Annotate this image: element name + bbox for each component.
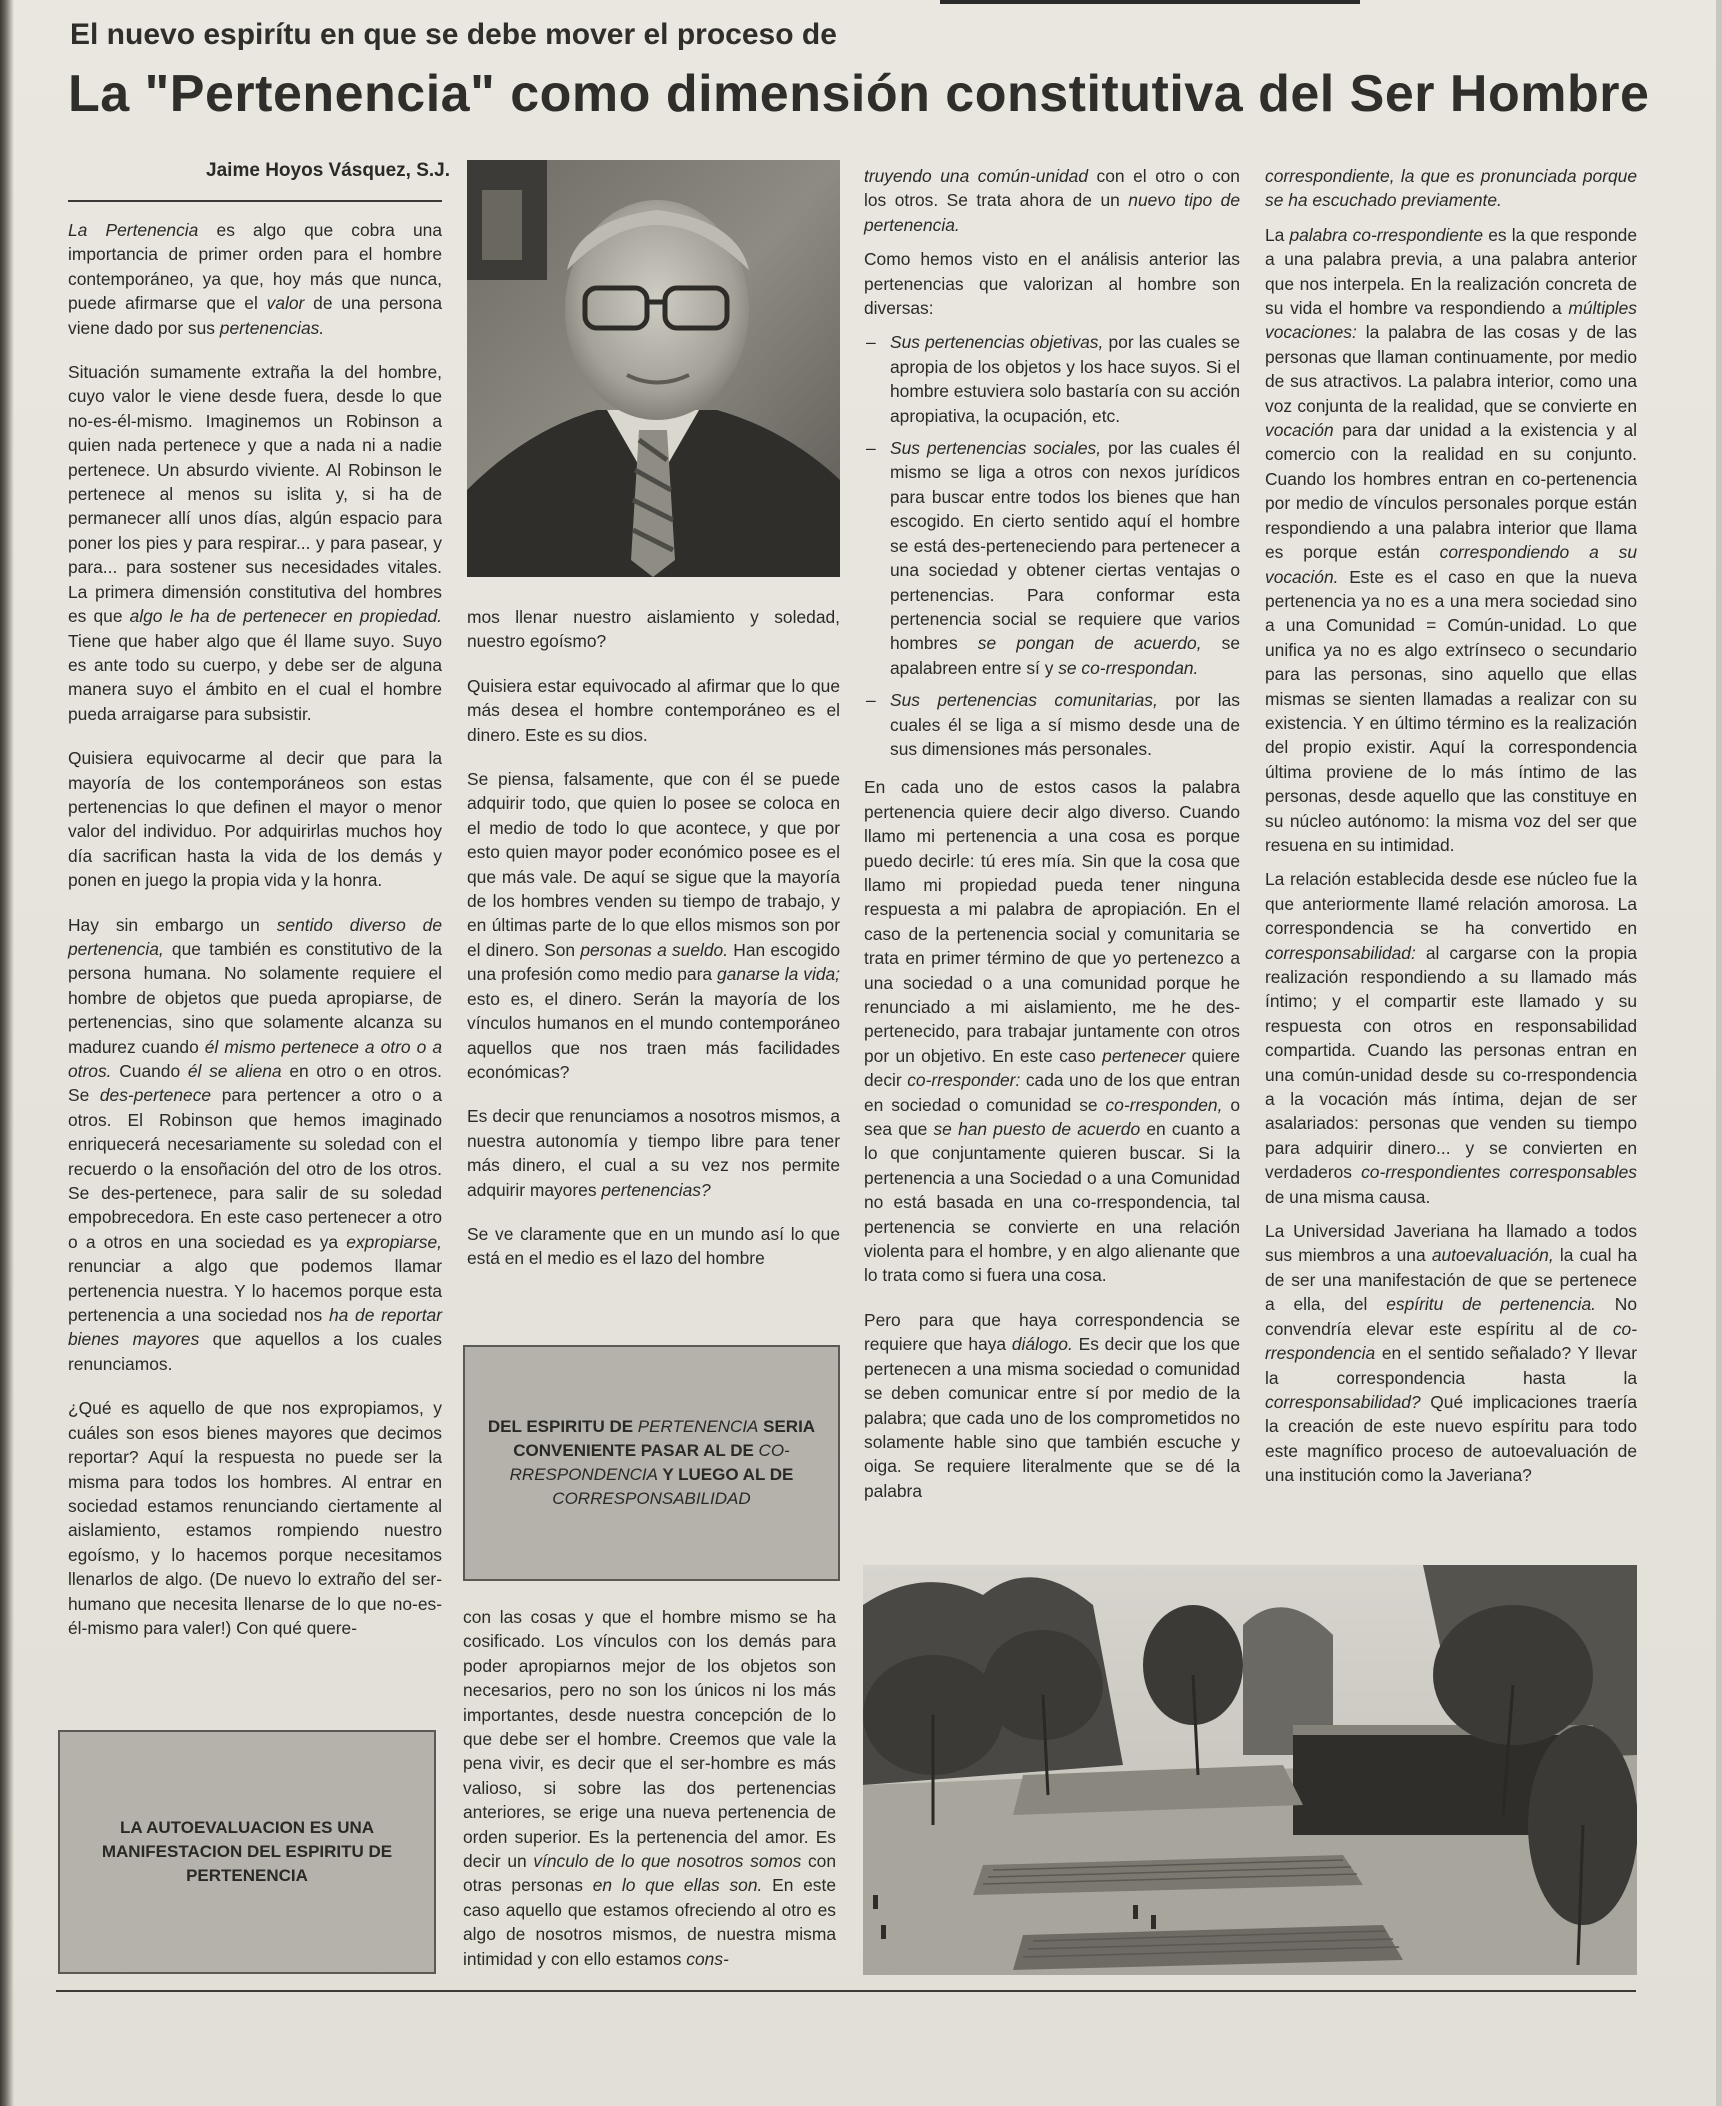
pull-quote-pertenencia: DEL ESPIRITU DE PERTENENCIA SERIA CONVENIENTE PASAR AL DE CO-RRESPONDENCIA Y LUEGO AL DE CORRESPONSABILIDAD (463, 1345, 840, 1581)
pertenencias-list (864, 330, 1240, 761)
col4-paragraph-1: correspondiente, la que es pronunciada porque se ha escuchado previamente. (1265, 166, 1637, 211)
list-item: – Sus pertenencias sociales, por las cuales él mismo se liga a otros con nexos jurídicos para buscar entre todos los bienes que han escogido. En cierto sentido aquí el hombre se está des-perteneciendo para pertenecer a una sociedad y obtener ciertas ventajas o pertenencias. Para conformar esta pertenencia social se requiere que varios hombres se pongan de acuerdo, se apalabreen entre sí y se co-rrespondan. (864, 436, 1240, 680)
column-4 (1265, 164, 1637, 1508)
col1-paragraph-1: La Pertenencia es algo que cobra una importancia de primer orden para el hombre contemporáneo, ya que, hoy más que nunca, puede afirmarse que el valor de una persona viene dado por sus pertenencias. (68, 220, 442, 338)
col3-paragraph-3: En cada uno de estos casos la palabra pertenencia quiere decir algo diverso. Cuando llamo mi pertenencia a una cosa es porque puedo decirle: tú eres mía. Sin que la cosa que llamo mi propiedad pueda tener ninguna respuesta a mi palabra de apropiación. En el caso de la pertenencia social y comunitaria se trata en primer término de que yo pertenezco a una sociedad o a una comunidad porque he renunciado a mi aislamiento, me he des-pertenecido, para trabajar juntamente con otros por un objetivo. En este caso pertenecer quiere decir co-rresponder: cada uno de los que entran en sociedad o comunidad se co-rresponden, o sea que se han puesto de acuerdo en cuanto a lo que conjuntamente quieren buscar. Si la pertenencia a una Sociedad o a una Comunidad no está basada en una co-rrespondencia, tal pertenencia se convierte en una relación violenta para el hombre, y en algo alienante que lo trata como si fuera una cosa. (864, 777, 1241, 1286)
col2-paragraph-3: Se piensa, falsamente, que con él se puede adquirir todo, que quien lo posee se coloca en el medio de todo lo que acontece, y que por esto quien mayor poder económico posee es el que más vale. De aquí se sigue que la mayoría de los hombres venden su tiempo de trabajo, y en últimas parte de lo que ellos mismos son por el dinero. Son personas a sueldo. Han escogido una profesión como medio para ganarse la vida; esto es, el dinero. Serán la mayoría de los vínculos humanos en el mundo contemporáneo aquellos que nos traen más facilidades económicas? (467, 769, 840, 1082)
bottom-rule (56, 1990, 1636, 1992)
page-right-edge (1716, 0, 1722, 2106)
col1-paragraph-4: Hay sin embargo un sentido diverso de pertenencia, que también es constitutivo de la persona humana. No solamente requiere el hombre de objetos que pueda apropiarse, de pertenencias, sino que solamente alcanza su madurez cuando él mismo pertenece a otro o a otros. Cuando él se aliena en otro o en otros. Se des-pertenece para pertencer a otro o a otros. El Robinson que hemos imaginado enriquecerá necesariamente su soledad con el recuerdo o la ensoñación del otro de los otros. Se des-pertenece, para salir de su soledad empobrecedora. En este caso pertenecer a otro o a otros en una sociedad es ya expropiarse, renunciar a algo que podemos llamar pertenencia nuestra. Y lo hacemos porque esta pertenencia a una sociedad nos ha de reportar bienes mayores que aquellos a los cuales renunciamos. (68, 914, 442, 1374)
col4-paragraph-3: La relación establecida desde ese núcleo fue la que anteriormente llamé relación amorosa. La correspondencia se ha convertido en corresponsabilidad: al cargarse con la propia realización respondiendo a su llamado más íntimo; y el compartir este llamado y su respuesta con otros en responsabilidad compartida. Cuando las personas entran en una común-unidad desde su co-rrespondencia a la vocación más íntima, dejan de ser asalariados: personas que venden su tiempo para adquirir dinero... y se convierten en verdaderos co-rrespondientes corresponsables de una misma causa. (1265, 869, 1637, 1207)
col2-paragraph-4: Es decir que renunciamos a nosotros mismos, a nuestra autonomía y tiempo libre para tener más dinero, el cual a su vez nos permite adquirir mayores pertenencias? (467, 1106, 840, 1200)
col1-paragraph-3: Quisiera equivocarme al decir que para la mayoría de los contemporáneos son estas pertenencias lo que definen el mayor o menor valor del individuo. Por adquirirlas muchos hoy día sacrifican hasta la vida de los demás y ponen en juego la propia vida y la honra. (68, 748, 442, 891)
column-2 (467, 605, 840, 1291)
col4-paragraph-4: La Universidad Javeriana ha llamado a todos sus miembros a una autoevaluación, la cual ha de ser una manifestación de que se pertenece a ella, del espíritu de pertenencia. No convendría elevar este espíritu al de co-rrespondencia en el sentido señalado? Y llevar la correspondencia hasta la corresponsabilidad? Qué implicaciones traería la creación de este nuevo espíritu para todo este magnífico proceso de autoevaluación de una institución como la Javeriana? (1265, 1221, 1637, 1486)
col3-paragraph-4: Pero para que haya correspondencia se requiere que haya diálogo. Es decir que los que pertenecen a una misma sociedad o comunidad se deben comunicar entre sí por medio de la palabra; que cada uno de los comprometidos no solamente hable sino que también escuche y oiga. Se requiere literalmente que se dé la palabra (864, 1309, 1240, 1501)
top-edge (0, 0, 1722, 6)
portrait-photo (467, 160, 840, 577)
column-3 (864, 164, 1240, 1523)
column-2-continued (463, 1605, 836, 1991)
byline-rule (68, 200, 442, 202)
col2-paragraph-6: con las cosas y que el hombre mismo se ha cosificado. Los vínculos con los demás para poder apropiarnos mejor de los objetos son necesarios, pero no son los únicos ni los más importantes, desde nuestra concepción de lo que debe ser el hombre. Creemos que vale la pena vivir, es decir que el ser-hombre es más valioso, si sobre las dos pertenencias anteriores, se erige una nueva pertenencia de orden superior. Es la pertenencia del amor. Es decir un vínculo de lo que nosotros somos con otras personas en lo que ellas son. En este caso aquello que estamos ofreciendo al otro es algo de nosotros mismos, de nuestra misma intimidad y con ello estamos cons- (463, 1607, 837, 1969)
col1-paragraph-5: ¿Qué es aquello de que nos expropiamos, y cuáles son esos bienes mayores que decimos reportar? Aquí la respuesta no puede ser la misma para todos los hombres. Al entrar en sociedad estamos renunciando ciertamente al aislamiento, estamos rompiendo nuestro egoísmo, y lo hacemos porque necesitamos llenarlos de algo. (De nuevo lo extraño del ser-humano que necesita llenarse de lo que no-es-él-mismo para valer!) Con qué quere- (68, 1398, 442, 1638)
col2-paragraph-5: Se ve claramente que en un mundo así lo que está en el medio es el lazo del hombre (467, 1223, 840, 1269)
col4-paragraph-2: La palabra co-rrespondiente es la que responde a una palabra previa, a una palabra anterior que nos interpela. En la realización concreta de su vida el hombre va respondiendo a múltiples vocaciones: la palabra de las cosas y de las personas que llaman continuamente, por medio de sus atractivos. La palabra interior, como una voz conjunta de la realidad, que se convierte en vocación para dar unidad a la existencia y al comercio con la realidad en su conjunto. Cuando los hombres entran en co-pertenencia por medio de vínculos personales porque están respondiendo a una palabra interior que llama es porque están correspondiendo a su vocación. Este es el caso en que la nueva pertenencia ya no es a una mera sociedad sino a una Comunidad = Común-unidad. Lo que unifica ya no es algo extrínseco o secundario para las personas, sino aquello que ellas mismas se sienten llamadas a realizar con su existencia. Y en último término es la realización del propio existir. Aquí la correspondencia última proviene de lo más íntimo de las personas, desde aquello que las constituye en su núcleo autónomo: la misma voz del ser que resuena en su intimidad. (1265, 224, 1637, 855)
col3-paragraph-1: truyendo una común-unidad con el otro o con los otros. Se trata ahora de un nuevo tipo de pertenencia. (864, 166, 1240, 235)
headline: La "Pertenencia" como dimensión constitutiva del Ser Hombre (68, 65, 1650, 123)
list-item: – Sus pertenencias comunitarias, por las cuales él se liga a sí mismo desde una de sus dimensiones más personales. (864, 688, 1240, 761)
pull-quote-autoevaluacion: LA AUTOEVALUACION ES UNA MANIFESTACION DEL ESPIRITU DE PERTENENCIA (58, 1730, 436, 1974)
col2-paragraph-1: mos llenar nuestro aislamiento y soledad, nuestro egoísmo? (467, 607, 840, 652)
col3-paragraph-2: Como hemos visto en el análisis anterior las pertenencias que valorizan al hombre son diversas: (864, 249, 1240, 319)
column-1 (68, 218, 442, 1660)
kicker: El nuevo espirítu en que se debe mover el proceso de (70, 18, 837, 51)
page-left-shadow (0, 0, 14, 2106)
byline: Jaime Hoyos Vásquez, S.J. (206, 160, 450, 181)
list-item: – Sus pertenencias objetivas, por las cuales se apropia de los objetos y los hace suyos. Si el hombre estuviera solo bastaría con su acción apropiativa, la ocupación, etc. (864, 330, 1240, 428)
col2-paragraph-2: Quisiera estar equivocado al afirmar que lo que más desea el hombre contemporáneo es el dinero. Este es su dios. (467, 675, 840, 745)
col1-paragraph-2: Situación sumamente extraña la del hombre, cuyo valor le viene desde fuera, desde lo que no-es-él-mismo. Imaginemos un Robinson a quien nada pertenece y que a nada ni a nadie pertenece. Un absurdo viviente. Al Robinson le pertenece al menos su islita y, si ha de permanecer allí unos días, algún espacio para poner los pies y para respirar... y para pasear, y para... para sostener sus necesidades vitales. La primera dimensión constitutiva del hombres es que algo le ha de pertenecer en propiedad. Tiene que haber algo que él llame suyo. Suyo es ante todo su cuerpo, y debe ser de alguna manera suyo el ámbito en el cual el hombre pueda arraigarse para subsistir. (68, 362, 442, 724)
campus-plaza-photo (863, 1565, 1637, 1975)
